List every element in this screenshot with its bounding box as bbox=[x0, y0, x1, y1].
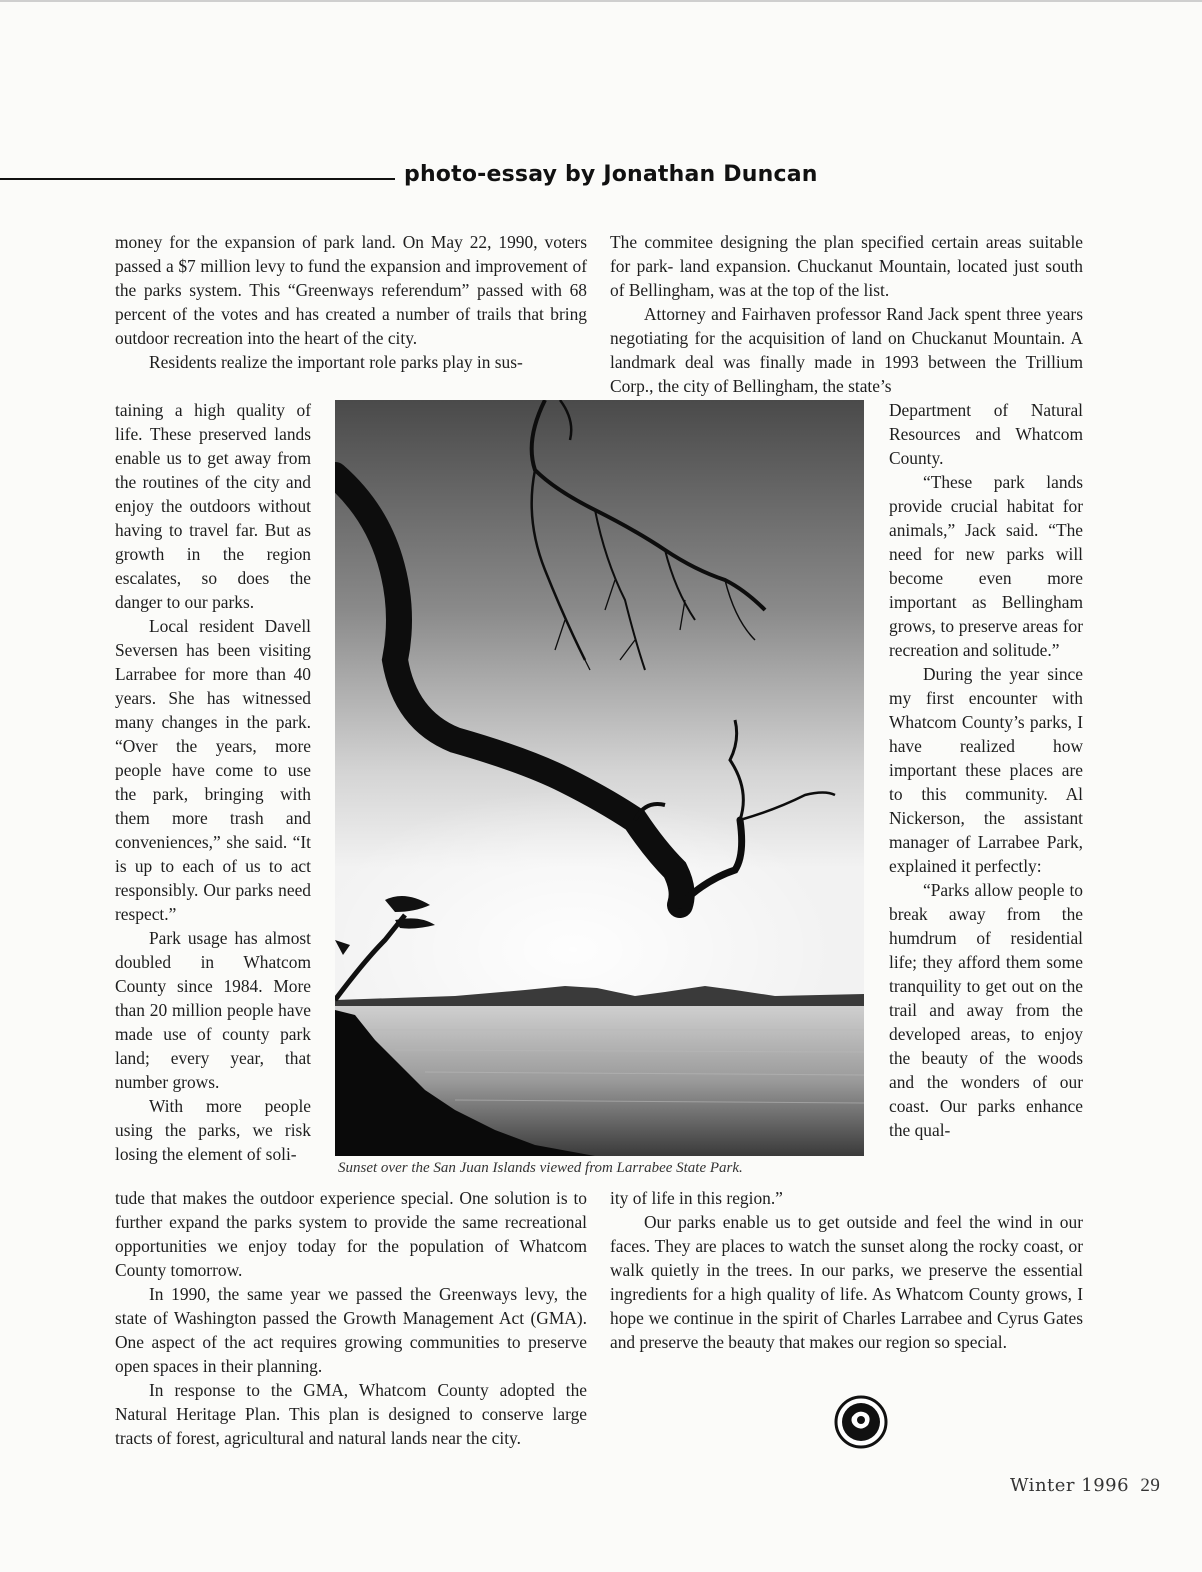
paragraph: Local resident Davell Seversen has been visiting Larrabee for more than 40 years. She has witnessed many changes in the park. “Over the years, more people have come to use the park, bringing with them more trash and conveniences,” she said. “It is up to each of us to act responsibly. Our parks need respect.” bbox=[115, 616, 311, 924]
photo-caption: Sunset over the San Juan Islands viewed from Larrabee State Park. bbox=[338, 1160, 743, 1176]
paragraph: Park usage has almost doubled in Whatcom County since 1984. More than 20 million people have made use of county park land; every year, that number grows. bbox=[115, 928, 311, 1092]
paragraph: In response to the GMA, Whatcom County adopted the Natural Heritage Plan. This plan is designed to conserve large tracts of forest, agricultural and natural lands near the city. bbox=[115, 1380, 587, 1448]
paragraph: tude that makes the outdoor experience special. One solution is to further expand the parks system to provide the same recreational opportunities we enjoy today for the population of Whatcom County tomorrow. bbox=[115, 1188, 587, 1280]
paragraph: “These park lands provide crucial habitat for animals,” Jack said. “The need for new parks will become even more important as Bellingham grows, to preserve areas for recreation and solitude.” bbox=[889, 472, 1083, 660]
magazine-issue: Winter 1996 bbox=[1010, 1475, 1130, 1496]
paragraph: Residents realize the important role parks play in sus- bbox=[149, 352, 523, 372]
left-column-bottom bbox=[115, 1186, 587, 1450]
paragraph: Our parks enable us to get outside and feel the wind in our faces. They are places to watch the sunset along the rocky coast, or walk quietly in the trees. In our parks, we preserve the essential ingredients for a high quality of life. As Whatcom County grows, I hope we continue in the spirit of Charles Larrabee and Cyrus Gates and preserve the beauty that makes our region so special. bbox=[610, 1212, 1083, 1352]
page-number: 29 bbox=[1140, 1475, 1161, 1496]
paragraph: taining a high quality of life. These preserved lands enable us to get away from the routines of the city and enjoy the outdoors without having to travel far. But as growth in the region escalates, so does the danger to our parks. bbox=[115, 400, 311, 612]
right-column-narrow bbox=[889, 398, 1083, 1142]
paragraph: “Parks allow people to break away from the humdrum of residential life; they afford them some tranquility to get out on the trail and away from the developed areas, to enjoy the beauty of the woods and the wonders of our coast. Our parks enhance the qual- bbox=[889, 880, 1083, 1140]
page-footer bbox=[1010, 1475, 1160, 1497]
paragraph: ity of life in this region.” bbox=[610, 1188, 783, 1208]
sunset-photograph bbox=[335, 400, 864, 1156]
left-column-top bbox=[115, 230, 587, 374]
paragraph: During the year since my first encounter with Whatcom County’s parks, I have realized how important these places are to this community. Al Nickerson, the assistant manager of Larrabee Park, explained it perfectly: bbox=[889, 664, 1083, 876]
paragraph: Attorney and Fairhaven professor Rand Jack spent three years negotiating for the acquisition of land on Chuckanut Mountain. A landmark deal was finally made in 1993 between the Trillium Corp., the city of Bellingham, the state’s bbox=[610, 304, 1083, 396]
byline: photo-essay by Jonathan Duncan bbox=[404, 162, 818, 187]
paragraph: Department of Natural Resources and Whatcom County. bbox=[889, 400, 1083, 468]
paragraph: The commitee designing the plan specified certain areas suitable for park- land expansion. Chuckanut Mountain, located just south of Bellingham, was at the top of the list. bbox=[610, 232, 1083, 300]
paragraph: money for the expansion of park land. On May 22, 1990, voters passed a $7 million levy to fund the expansion and improvement of the parks system. This “Greenways referendum” passed with 68 percent of the votes and has created a number of trails that bring outdoor recreation into the heart of the city. bbox=[115, 232, 587, 348]
left-column-narrow bbox=[115, 398, 311, 1166]
top-rule bbox=[0, 0, 1202, 2]
paragraph: With more people using the parks, we risk losing the element of soli- bbox=[115, 1096, 311, 1164]
magazine-logo-icon bbox=[834, 1395, 888, 1449]
header-rule bbox=[0, 178, 395, 180]
right-column-bottom bbox=[610, 1186, 1083, 1354]
paragraph: In 1990, the same year we passed the Greenways levy, the state of Washington passed the Growth Management Act (GMA). One aspect of the act requires growing communities to preserve open spaces in their planning. bbox=[115, 1284, 587, 1376]
right-column-top bbox=[610, 230, 1083, 398]
